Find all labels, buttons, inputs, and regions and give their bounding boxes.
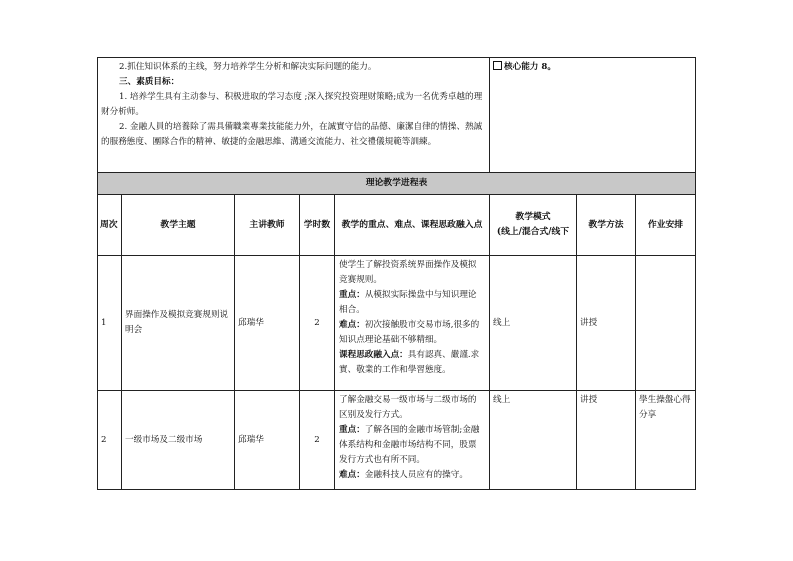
header-key-points: 教学的重点、难点、课程思政融入点	[335, 195, 490, 256]
header-method: 教学方法	[577, 195, 636, 256]
key-points-cell	[335, 391, 490, 490]
checkbox-icon	[493, 61, 502, 70]
header-homework: 作业安排	[636, 195, 696, 256]
teacher-cell: 邱瑞华	[235, 256, 300, 391]
header-week: 周次	[98, 195, 122, 256]
ideology-label: 课程思政融入点：	[339, 350, 408, 360]
method-cell: 讲授	[577, 256, 636, 391]
syllabus-page	[97, 57, 695, 490]
syllabus-table	[97, 57, 696, 490]
intro-text: 使学生了解投资系统界面操作及模拟竞赛规则。	[339, 260, 477, 285]
key-point	[339, 288, 485, 318]
table-row	[98, 256, 696, 391]
quality-objective-1: 1. 培养学生具有主动参与、积极进取的学习态度 ;深入探究投资理财策略;成为一名优秀卓越的理财分析师。	[101, 92, 483, 117]
header-row	[98, 195, 696, 256]
header-mode	[490, 195, 577, 256]
core-ability-text: 核心能力 8。	[504, 62, 556, 72]
difficulty-text: 初次接触股市交易市场,很多的知识点理论基础不够精细。	[339, 320, 480, 345]
quality-objective-2: 2. 金融人員的培養除了需具備職業專業技能能力外，在誠實守信的品德、廉潔自律的情操、熱誠的服務態度、團隊合作的精神、敏捷的金融思維、溝通交流能力、社交禮儀規範等訓練。	[101, 122, 483, 147]
objectives-cell	[98, 58, 490, 173]
week-cell: 2	[98, 391, 122, 490]
key-label: 重点：	[339, 425, 365, 435]
difficulty-label: 难点：	[339, 320, 365, 330]
key-point	[339, 423, 485, 468]
objectives-row	[98, 58, 696, 173]
section-title: 理论教学进程表	[98, 173, 696, 195]
key-points-cell	[335, 256, 490, 391]
method-cell: 讲授	[577, 391, 636, 490]
difficulty-point	[339, 468, 485, 483]
hours-cell: 2	[300, 391, 335, 490]
key-text: 从模拟实际操盘中与知识理论相合。	[339, 290, 477, 315]
key-text: 了解各国的金融市场管制;金融体系结构和金融市场结构不同，股票发行方式也有所不同。	[339, 425, 480, 465]
topic-cell: 一级市场及二级市场	[122, 391, 235, 490]
difficulty-label: 难点：	[339, 470, 365, 480]
table-row	[98, 391, 696, 490]
teacher-cell: 邱瑞华	[235, 391, 300, 490]
mode-cell: 线上	[490, 256, 577, 391]
homework-cell	[636, 256, 696, 391]
ideology-point	[339, 348, 485, 378]
section-band-row	[98, 173, 696, 195]
core-ability-cell	[490, 58, 696, 173]
homework-cell: 學生操盤心得分享	[636, 391, 696, 490]
key-label: 重点：	[339, 290, 365, 300]
week-cell: 1	[98, 256, 122, 391]
header-teacher: 主讲教师	[235, 195, 300, 256]
objective-line-ability: 2.抓住知识体系的主线，努力培养学生分析和解决实际问题的能力。	[119, 62, 377, 72]
quality-objectives-heading: 三、素质目标：	[119, 77, 180, 87]
difficulty-text: 金融科技人员应有的操守。	[364, 470, 468, 480]
hours-cell: 2	[300, 256, 335, 391]
difficulty-point	[339, 318, 485, 348]
topic-cell: 界面操作及模拟竞赛规则说明会	[122, 256, 235, 391]
header-mode-line2: (线上/混合式/线下	[496, 227, 570, 237]
header-hours: 学时数	[300, 195, 335, 256]
mode-cell: 线上	[490, 391, 577, 490]
ideology-text: 具有認真、嚴謹.求實、敬業的工作和學習態度。	[339, 350, 480, 375]
header-topic: 教学主题	[122, 195, 235, 256]
intro-text: 了解金融交易一级市场与二级市场的区别及发行方式。	[339, 395, 477, 420]
header-mode-line1: 教学模式	[515, 212, 551, 222]
